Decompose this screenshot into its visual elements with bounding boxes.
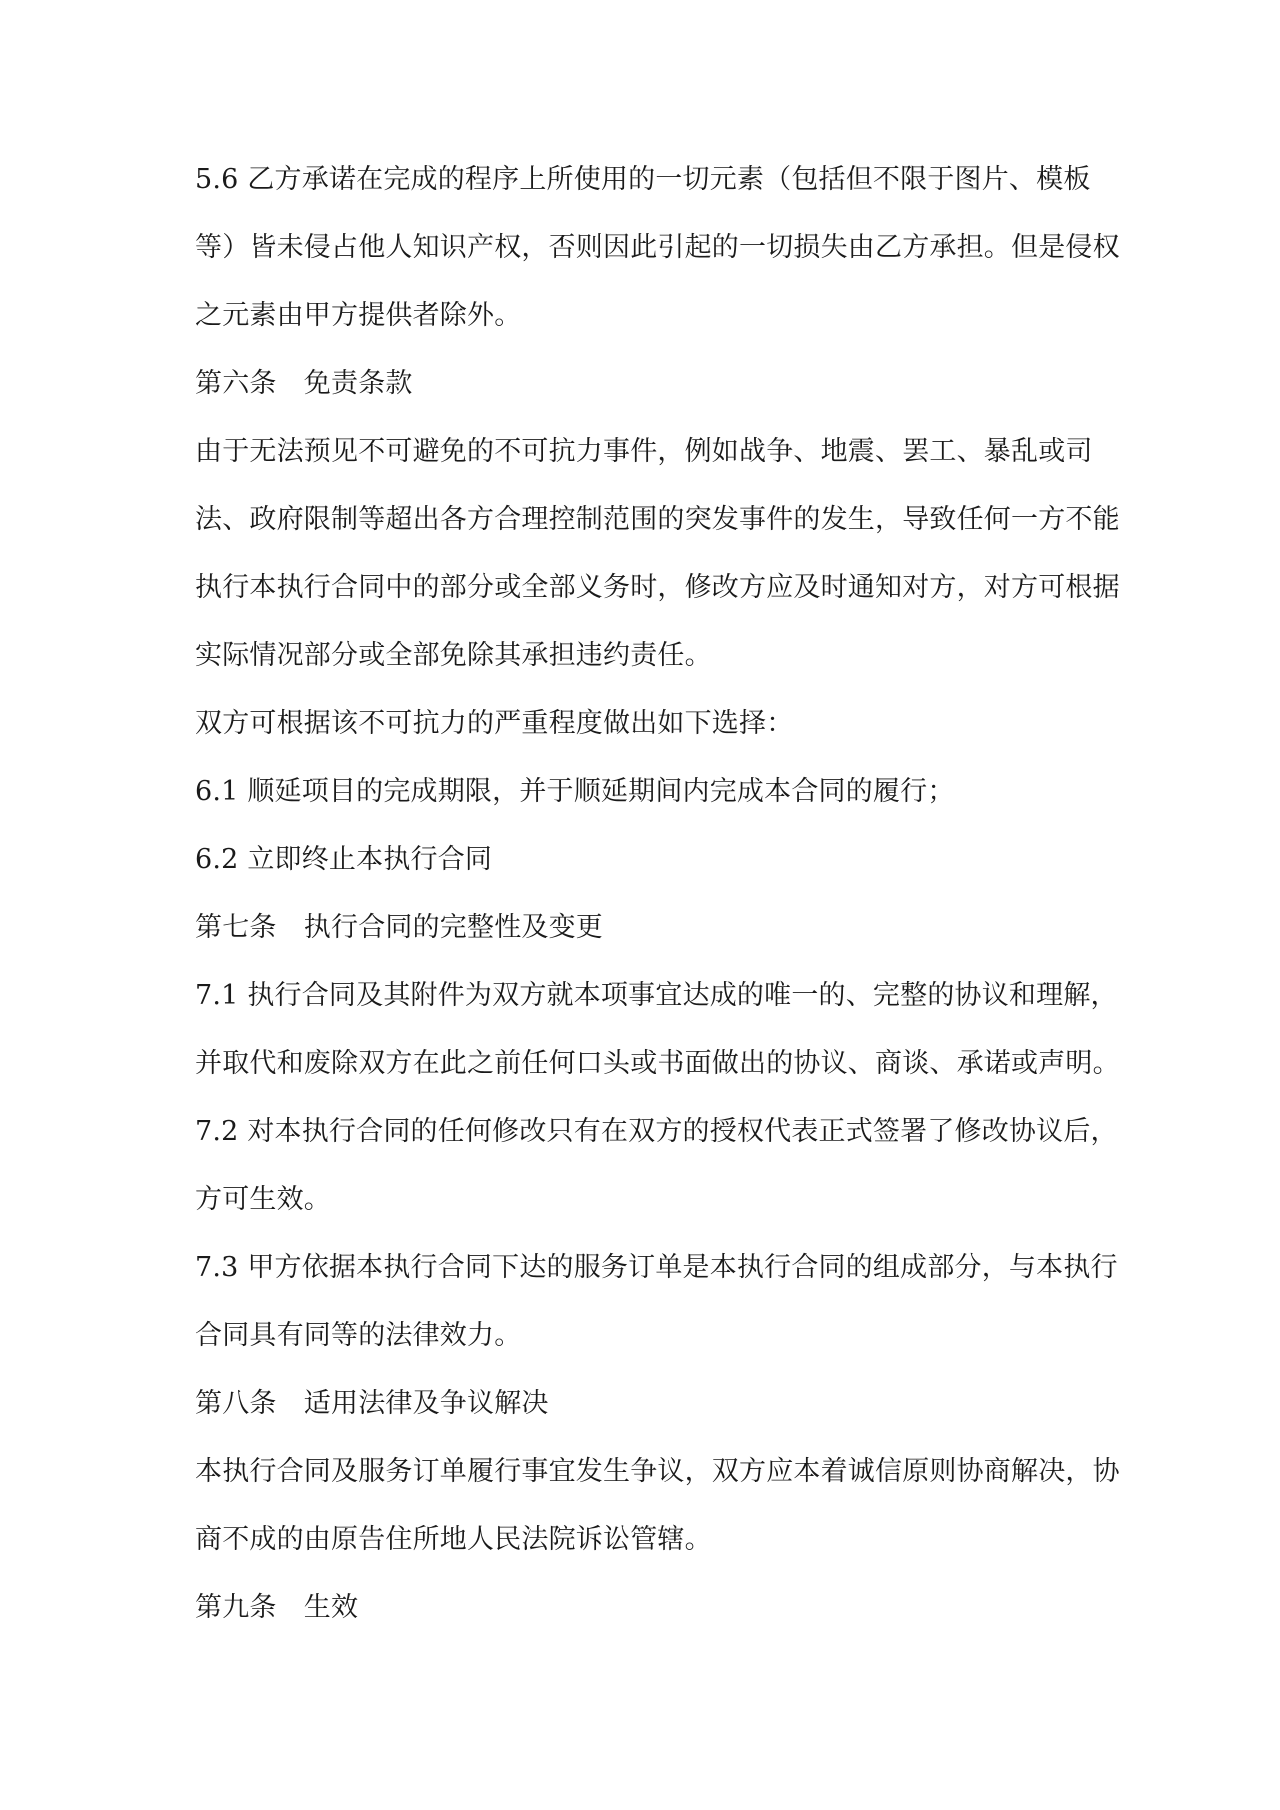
clause-7-2-line-2: 方可生效。 — [195, 1184, 331, 1215]
article-6-paragraph-line-2: 法、政府限制等超出各方合理控制范围的突发事件的发生，导致任何一方不能 — [195, 504, 1120, 535]
clause-7-1-line-1: 7.1 执行合同及其附件为双方就本项事宜达成的唯一的、完整的协议和理解， — [195, 980, 1118, 1011]
article-9-heading: 第九条 生效 — [195, 1592, 359, 1623]
clause-6-1: 6.1 顺延项目的完成期限，并于顺延期间内完成本合同的履行； — [195, 776, 955, 807]
article-8-heading: 第八条 适用法律及争议解决 — [195, 1388, 549, 1419]
clause-5-6-line-1: 5.6 乙方承诺在完成的程序上所使用的一切元素（包括但不限于图片、模板 — [195, 164, 1091, 195]
article-6-options-intro: 双方可根据该不可抗力的严重程度做出如下选择： — [195, 708, 794, 739]
article-6-paragraph-line-4: 实际情况部分或全部免除其承担违约责任。 — [195, 640, 712, 671]
clause-7-1-line-2: 并取代和废除双方在此之前任何口头或书面做出的协议、商谈、承诺或声明。 — [195, 1048, 1120, 1079]
article-6-paragraph-line-1: 由于无法预见不可避免的不可抗力事件，例如战争、地震、罢工、暴乱或司 — [195, 436, 1093, 467]
article-8-paragraph-line-2: 商不成的由原告住所地人民法院诉讼管辖。 — [195, 1524, 712, 1555]
article-6-paragraph-line-3: 执行本执行合同中的部分或全部义务时，修改方应及时通知对方，对方可根据 — [195, 572, 1120, 603]
clause-7-3-line-1: 7.3 甲方依据本执行合同下达的服务订单是本执行合同的组成部分，与本执行 — [195, 1252, 1118, 1283]
clause-6-2: 6.2 立即终止本执行合同 — [195, 844, 493, 875]
document-body — [195, 164, 1120, 1660]
article-6-heading: 第六条 免责条款 — [195, 368, 413, 399]
clause-7-2-line-1: 7.2 对本执行合同的任何修改只有在双方的授权代表正式签署了修改协议后， — [195, 1116, 1118, 1147]
clause-5-6-line-3: 之元素由甲方提供者除外。 — [195, 300, 522, 331]
article-7-heading: 第七条 执行合同的完整性及变更 — [195, 912, 603, 943]
clause-5-6-line-2: 等）皆未侵占他人知识产权，否则因此引起的一切损失由乙方承担。但是侵权 — [195, 232, 1120, 263]
clause-7-3-line-2: 合同具有同等的法律效力。 — [195, 1320, 522, 1351]
article-8-paragraph-line-1: 本执行合同及服务订单履行事宜发生争议，双方应本着诚信原则协商解决，协 — [195, 1456, 1120, 1487]
